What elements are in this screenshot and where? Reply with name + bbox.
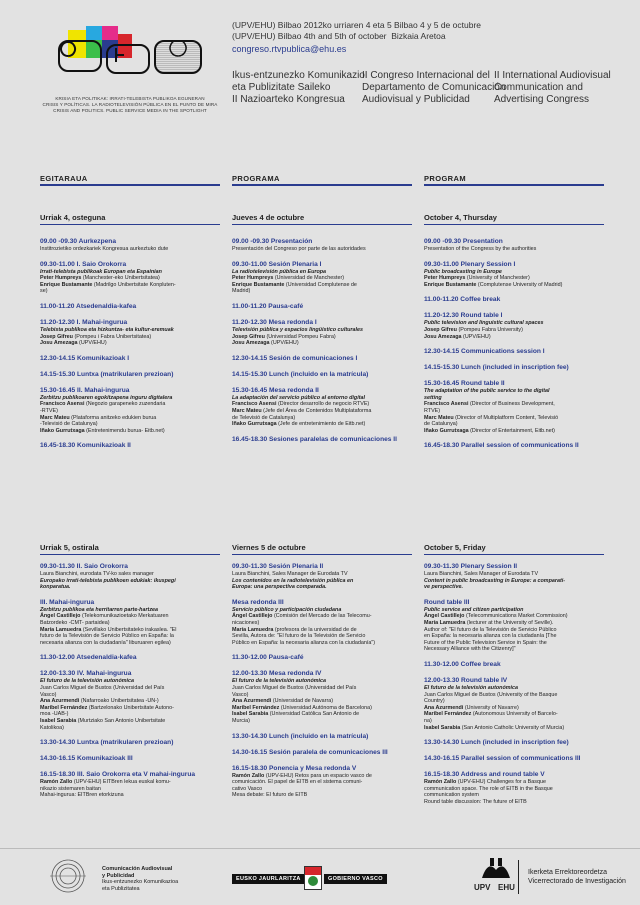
session-topic: Public service and citizen participation — [424, 606, 524, 613]
session-detail: Josu Amezaga (UPV/EHU) — [40, 340, 107, 347]
session-title: 09.30-11.30 Plenary Session II — [424, 563, 518, 570]
session-detail: Presentation of the Congress by the authorities — [424, 246, 537, 252]
tagline-eu: KRISIA ETA POLITIKAK: IRRATI-TELEBISTA PUBLIKOA EGUNERAN — [55, 96, 205, 101]
day2-rule-es — [232, 554, 412, 555]
session-detail: Josep Gifreu (Pompeu Fabra University) — [424, 326, 523, 333]
session-title: 12.30-14.15 Communications session I — [424, 348, 545, 356]
session-topic: Zerbitzu publikoa eta herritarren parte-hartzea — [40, 606, 159, 613]
session-detail: Marc Mateu (Jefe del Área de Contenidos Multiplataforma — [232, 407, 372, 414]
event-dates — [232, 20, 481, 42]
session-detail: Iñako Gurrutxaga (Jefe de entretenimiento de Eitb.net) — [232, 421, 366, 428]
session-detail: Ramón Zallo (UPV-EHU) Retos para un espacio vasco de — [232, 772, 372, 779]
session-detail: Presentación del Congreso por parte de las autoridades — [232, 246, 366, 252]
session-detail: Juan Carlos Miguel de Bustos (Universidad del País — [232, 684, 357, 691]
session-detail: Ramón Zallo (UPV-EHU) Challenges for a Basque — [424, 779, 546, 786]
session-title: III. Mahai-ingurua — [40, 598, 95, 606]
session-detail: Peter Humpreys (Universidad de Manchester) — [232, 275, 345, 282]
session-detail: Francisco Asensi (Negozio garapeneko zuzendaria — [40, 401, 166, 408]
session-detail: Público en España: la necesaria alianza con la ciudadanía") — [232, 639, 376, 646]
venue: Bizkaia Aretoa — [391, 31, 446, 41]
ehu-label: EHU — [498, 883, 515, 892]
session-detail: Ángel Castillejo (Telekomunikazioetako Merkatuaren — [40, 613, 169, 620]
session-detail: Iñako Gurrutxaga (Entretenimendu burua- Eitb.net) — [40, 427, 165, 434]
session-title: 11.00-11.20 Atsedenaldia-kafea — [40, 302, 137, 310]
session-title: 15.30-16.45 Round table II — [424, 380, 505, 388]
session-title: 16.15-18.30 Address and round table V — [424, 771, 545, 779]
department-name-line: y Publicidad — [102, 872, 135, 879]
session-title: 09.30-11.30 Sesión Plenaria II — [232, 563, 324, 570]
gov-label-eu: EUSKO JAURLARITZA — [232, 874, 305, 884]
vice-rectorate — [528, 868, 626, 886]
footer-separator — [518, 860, 519, 894]
day1-rule-eu — [40, 224, 220, 225]
congress-title-eu-line: Ikus-entzunezko Komunikazio — [232, 70, 365, 81]
congress-title-eu — [232, 70, 365, 106]
day1-program-eu — [40, 238, 222, 450]
session-detail: nicaciones) — [232, 619, 260, 626]
upv-label: UPV — [474, 883, 491, 892]
day1-header-eu: Urriak 4, osteguna — [40, 213, 106, 222]
session-title: 14.15-15.30 Lunch (included in inscription fee) — [424, 364, 569, 372]
session-detail: Country) — [424, 698, 445, 705]
day1-program-en — [424, 238, 606, 450]
column-rule-en — [424, 184, 604, 186]
session-detail: Ana Azurmendi (Nafarroako Unibertsitatea -UN-) — [40, 698, 159, 705]
day1-rule-en — [424, 224, 604, 225]
session-detail: Iñako Gurrutxaga (Director of Entertainment, Eitb.net) — [424, 427, 555, 434]
session-title: 11.00-11.20 Coffee break — [424, 296, 501, 304]
session-title: 12.30-14.15 Komunikazioak I — [40, 354, 130, 362]
session-title: 16.15-18.30 Ponencia y Mesa redonda V — [232, 764, 357, 772]
session-detail: María Lamuedra (Sevillako Unibertsitateko irakaslea. "El — [40, 626, 177, 633]
column-rule-es — [232, 184, 412, 186]
session-detail: Necessary Alliance with the Citizenry]" — [424, 646, 516, 653]
day1-program-es — [232, 238, 414, 444]
day2-program-es — [232, 563, 414, 799]
session-detail: Isabel Sarabia (Murtziako San Antonio Unibertsitate — [40, 717, 166, 724]
session-detail: Katolikoa) — [40, 724, 64, 731]
session-detail: Francisco Asensi (Director desarrollo de negocio RTVE) — [232, 401, 370, 408]
session-title: 15.30-16.45 II. Mahai-ingurua — [40, 386, 130, 394]
session-detail: na) — [424, 717, 432, 724]
session-detail: necesaria alianza con la ciudadanía" liburuaren egilea) — [40, 639, 171, 646]
session-detail: -Televisió de Catalunya) — [40, 421, 98, 428]
session-topic: Televisión pública y espacios lingüístico culturales — [232, 326, 364, 333]
session-detail: Josu Amezaga (UPV/EHU) — [424, 333, 491, 340]
session-title: 09.30-11.00 Plenary Session I — [424, 260, 516, 268]
session-topic: Europa: una perspectiva comparada. — [232, 584, 327, 591]
session-title: 13.30-14.30 Luntxa (matrikularen prezioan) — [40, 739, 174, 747]
session-topic: Los contenidos en la radiotelevisión pública en — [232, 577, 354, 584]
department-name-line: Ikus-entzunezko Komunikazioa — [102, 879, 179, 885]
gov-label-es: GOBIERNO VASCO — [324, 874, 387, 884]
session-detail: se) — [40, 288, 48, 295]
session-detail: Laura Bianchini, Sales Manager de Eurodata TV — [232, 571, 348, 577]
session-detail: Enrique Bustamante (Universidad Complutense de — [232, 281, 357, 288]
session-title: 16.45-18.30 Komunikazioak II — [40, 442, 131, 450]
footer-divider — [0, 848, 640, 849]
session-detail: Ramón Zallo (UPV-EHU) EITBren lekua euskal komu- — [40, 779, 171, 786]
session-title: 09.30-11.30 II. Saio Orokorra — [40, 563, 128, 570]
session-detail: -RTVE) — [40, 407, 58, 414]
session-detail: Josu Amezaga (UPV/EHU) — [232, 340, 299, 347]
congress-title-eu-line: eta Publizitate Saileko — [232, 82, 331, 93]
day1-rule-es — [232, 224, 412, 225]
session-detail: Maribel Fernández (Autonomous University of Barcelo- — [424, 711, 558, 718]
session-title: 11.20-12.30 Mesa redonda I — [232, 318, 317, 326]
congress-title-en — [494, 70, 611, 106]
session-detail: Enrique Bustamante (Madrilgo Unibertsitate Konpluten- — [40, 281, 176, 288]
session-topic: setting — [424, 394, 442, 401]
session-title: 09.00 -09.30 Presentación — [232, 238, 313, 245]
session-detail: comunicación. El papel de EITB en el sistema comuni- — [232, 779, 363, 786]
session-detail: Sevilla, Autora de: "El futuro de la Televisión de Servicio — [232, 633, 366, 640]
session-topic: Servicio público y participación ciudadana — [232, 606, 342, 613]
tagline-es: CRISIS Y POLÍTICAS. LA RADIOTELEVISIÓN PÚBLICA EN EL PUNTO DE MIRA — [42, 102, 218, 107]
session-detail: Round table discussion: The future of EITB — [424, 798, 527, 805]
department-logo — [40, 856, 96, 896]
session-topic: La adaptación del servicio público al entorno digital — [232, 394, 365, 401]
department-name-line: eta Publizitatea — [102, 885, 140, 892]
session-detail: Ana Azurmendi (Universidad de Navarra) — [232, 698, 334, 705]
session-detail: Marc Mateu (Director of Multiplatform Content, Televisió — [424, 414, 559, 421]
session-detail: Marc Mateu (Plataforma anitzeko edukien burua — [40, 414, 157, 421]
logo-brand-letters — [60, 42, 200, 70]
vice-rectorate-eu: Ikerketa Errektoreordetza — [528, 869, 607, 876]
session-topic: Telebista publikoa eta hizkuntza- eta kultur-eremuak — [40, 326, 174, 333]
session-title: 14.30-16.15 Komunikazioak III — [40, 755, 133, 763]
day2-header-eu: Urriak 5, ostirala — [40, 543, 99, 552]
session-title: 13.30-14.30 Lunch (incluido en la matrícula) — [232, 732, 369, 740]
logo-color-block-cyan — [86, 26, 102, 40]
session-detail: Vasco) — [40, 691, 57, 698]
day2-header-es: Viernes 5 de octubre — [232, 543, 306, 552]
session-title: 14.15-15.30 Luntxa (matrikularen prezioan) — [40, 370, 174, 378]
session-title: 11.30-12.00 Coffee break — [424, 660, 501, 668]
session-topic: ve perspective. — [424, 584, 463, 591]
day1-header-en: October 4, Thursday — [424, 213, 497, 222]
session-title: Round table III — [424, 598, 470, 606]
session-title: 15.30-16.45 Mesa redonda II — [232, 386, 319, 394]
congress-title-eu-line: II Nazioarteko Kongresua — [232, 94, 345, 105]
session-detail: Future of the Public Television Service in Spain: the — [424, 639, 547, 646]
session-detail: communication space. The role of EITB in the Basque — [424, 785, 553, 792]
session-detail: Author of: "El futuro de la Televisión de Servicio Público — [424, 626, 557, 633]
session-topic: La radiotelevisión pública en Europa — [232, 268, 327, 275]
session-topic: Irrati-telebista publikoak Europan eta Espainian — [40, 268, 162, 275]
session-topic: Public television and linguistic cultural spaces — [424, 320, 544, 327]
column-rule-eu — [40, 184, 220, 186]
contact-email[interactable]: congreso.rtvpublica@ehu.es — [232, 44, 347, 54]
session-detail: moa -UAB-) — [40, 711, 69, 718]
congress-title-en-line: Communication and — [494, 82, 583, 93]
session-detail: Ángel Castillejo (Comisión del Mercado de las Telecomu- — [232, 613, 372, 620]
session-detail: Peter Humpreys (Manchester-eko Unibertsitatea) — [40, 275, 160, 282]
day1-header-es: Jueves 4 de octubre — [232, 213, 305, 222]
session-detail: de Televisió de Catalunya) — [232, 414, 296, 421]
session-detail: Josep Gifreu (Pompeu i Fabra Unibertsitatea) — [40, 333, 152, 340]
day2-rule-eu — [40, 554, 220, 555]
session-title: 14.15-15.30 Lunch (incluido en la matrícula) — [232, 370, 369, 378]
session-title: 11.30-12.00 Atsedenaldia-kafea — [40, 654, 137, 662]
session-title: 09.00 -09.30 Aurkezpena — [40, 238, 116, 245]
session-title: 11.20-12.30 I. Mahai-ingurua — [40, 318, 128, 326]
session-title: 11.20-12.30 Round table I — [424, 312, 503, 320]
session-detail: Vasco) — [232, 691, 249, 698]
session-detail: futuro de la Televisión de Servicio Público en España: la — [40, 633, 174, 640]
session-topic: Zerbitzu publikoaren egokitzapena inguru digitalera — [40, 394, 173, 401]
session-detail: Juan Carlos Miguel de Bustos (University of the Basque — [424, 691, 558, 698]
basque-gov-emblem-icon — [304, 866, 322, 890]
session-detail: Ángel Castillejo (Telecommunications Market Commission) — [424, 613, 568, 620]
upv-ehu-logo-icon — [478, 856, 514, 882]
department-name-line: Comunicación Audiovisual — [102, 866, 173, 872]
session-detail: nikazio sistemaren baitan — [40, 785, 101, 792]
session-detail: Mahai-ingurua: EITBren etorkizuna — [40, 792, 124, 799]
session-title: 12.00-13.30 Mesa redonda IV — [232, 670, 322, 678]
session-title: 11.30-12.00 Pausa-café — [232, 654, 304, 662]
session-detail: communication system — [424, 792, 479, 799]
session-title: 12.00-13.30 Round table IV — [424, 676, 508, 684]
session-title: 13.30-14.30 Lunch (included in inscription fee) — [424, 739, 569, 747]
congress-title-es-line: Departamento de Comunicación — [362, 82, 506, 93]
session-detail: Madrid) — [232, 288, 251, 295]
session-detail: RTVE) — [424, 407, 441, 414]
session-title: 12.00-13.30 IV. Mahai-ingurua — [40, 670, 132, 678]
vice-rectorate-es: Vicerrectorado de Investigación — [528, 878, 626, 885]
session-detail: María Lamuedra (lecturer at the University of Seville). — [424, 619, 554, 626]
session-title: Mesa redonda III — [232, 598, 284, 606]
congress-title-es-line: Audiovisual y Publicidad — [362, 94, 470, 105]
session-detail: cativo Vasco — [232, 785, 263, 792]
session-title: 12.30-14.15 Sesión de comunicaciones I — [232, 354, 358, 362]
session-title: 16.45-18.30 Sesiones paralelas de comunicaciones II — [232, 435, 397, 443]
session-detail: en España: la necesaria alianza con la ciudadanía [The — [424, 633, 557, 640]
session-detail: María Lamuedra (profesora de la universidad de de — [232, 626, 357, 633]
session-topic: Public broadcasting in Europe — [424, 268, 502, 275]
dates-line-1: (UPV/EHU) Bilbao 2012ko urriaren 4 eta 5 Bilbao 4 y 5 de octubre — [232, 20, 481, 30]
congress-logo — [40, 18, 220, 93]
department-name — [102, 866, 178, 892]
dates-line-2: (UPV/EHU) Bilbao 4th and 5th of october — [232, 31, 387, 41]
session-detail: Ana Azurmendi (University of Navarre) — [424, 704, 519, 711]
session-title: 11.00-11.20 Pausa-café — [232, 302, 304, 310]
session-detail: Mesa debate: El futuro de EITB — [232, 792, 308, 799]
session-detail: Batzordeko -CMT- partaidea) — [40, 619, 110, 626]
session-detail: Maribel Fernández (Bartzelonako Unibertsitate Autono- — [40, 704, 174, 711]
session-detail: Murcia) — [232, 717, 250, 724]
session-detail: Isabel Sarabia (San Antonio Catholic University of Murcia) — [424, 724, 565, 731]
congress-title-en-line: II International Audiovisual — [494, 70, 611, 81]
day2-program-eu — [40, 563, 222, 799]
column-header-es: PROGRAMA — [232, 174, 280, 183]
session-topic: Content in public broadcasting in Europe: a comparati- — [424, 577, 566, 584]
congress-title-en-line: Advertising Congress — [494, 94, 590, 105]
session-detail: Peter Humpreys (University of Manchester) — [424, 275, 530, 282]
day2-header-en: October 5, Friday — [424, 543, 486, 552]
session-detail: Maribel Fernández (Universidad Autónoma de Barcelona) — [232, 704, 372, 711]
session-title: 16.45-18.30 Parallel session of communications II — [424, 442, 579, 450]
session-topic: El futuro de la televisión autonómica — [232, 678, 327, 685]
day2-rule-en — [424, 554, 604, 555]
congress-tagline — [40, 96, 220, 114]
session-detail: Isabel Sarabia (Universidad Católica San Antonio de — [232, 711, 360, 718]
session-title: 14.30-16.15 Parallel session of communications III — [424, 755, 581, 763]
session-title: 16.15-18.30 III. Saio Orokorra eta V mahai-ingurua — [40, 771, 196, 779]
session-detail: Francisco Asensi (Director of Business Development, — [424, 401, 555, 408]
congress-title-es — [362, 70, 505, 106]
session-detail: Juan Carlos Miguel de Bustos (Universidad del País — [40, 684, 165, 691]
session-title: 14.30-16.15 Sesión paralela de comunicaciones III — [232, 748, 388, 756]
column-header-eu: EGITARAUA — [40, 174, 88, 183]
tagline-en: CRISIS AND POLITICS. PUBLIC SERVICE MEDIA IN THE SPOTLIGHT — [53, 108, 207, 113]
session-title: 09.00 -09.30 Presentation — [424, 238, 503, 245]
session-topic: konparatua. — [40, 584, 71, 591]
session-topic: Europako irrati-telebista publikoen edukiak: ikuspegi — [40, 577, 176, 584]
session-title: 09.30-11.00 Sesión Plenaria I — [232, 260, 322, 268]
congress-title-es-line: II Congreso Internacional del — [362, 70, 490, 81]
day2-program-en — [424, 563, 606, 805]
logo-color-block-magenta — [102, 26, 118, 40]
session-detail: Laura Bianchini, eurodata TV-ko sales manager — [40, 571, 154, 577]
session-detail: Enrique Bustamante (Complutense University of Madrid) — [424, 281, 563, 288]
session-detail: de Catalunya) — [424, 421, 458, 428]
session-topic: El futuro de la televisión autonómica — [424, 684, 519, 691]
session-detail: Institrozietiko ordezkariek Kongresua aurkeztuko dute — [40, 246, 169, 252]
session-detail: Josep Gifreu (Universidad Pompeu Fabra) — [232, 333, 336, 340]
session-title: 09.30-11.00 I. Saio Orokorra — [40, 260, 127, 268]
session-topic: El futuro de la televisión autonómica — [40, 678, 135, 685]
column-header-en: PROGRAM — [424, 174, 466, 183]
session-detail: Laura Bianchini, Sales Manager of Eurodata TV — [424, 571, 539, 577]
session-topic: The adaptation of the public service to the digital — [424, 388, 550, 395]
